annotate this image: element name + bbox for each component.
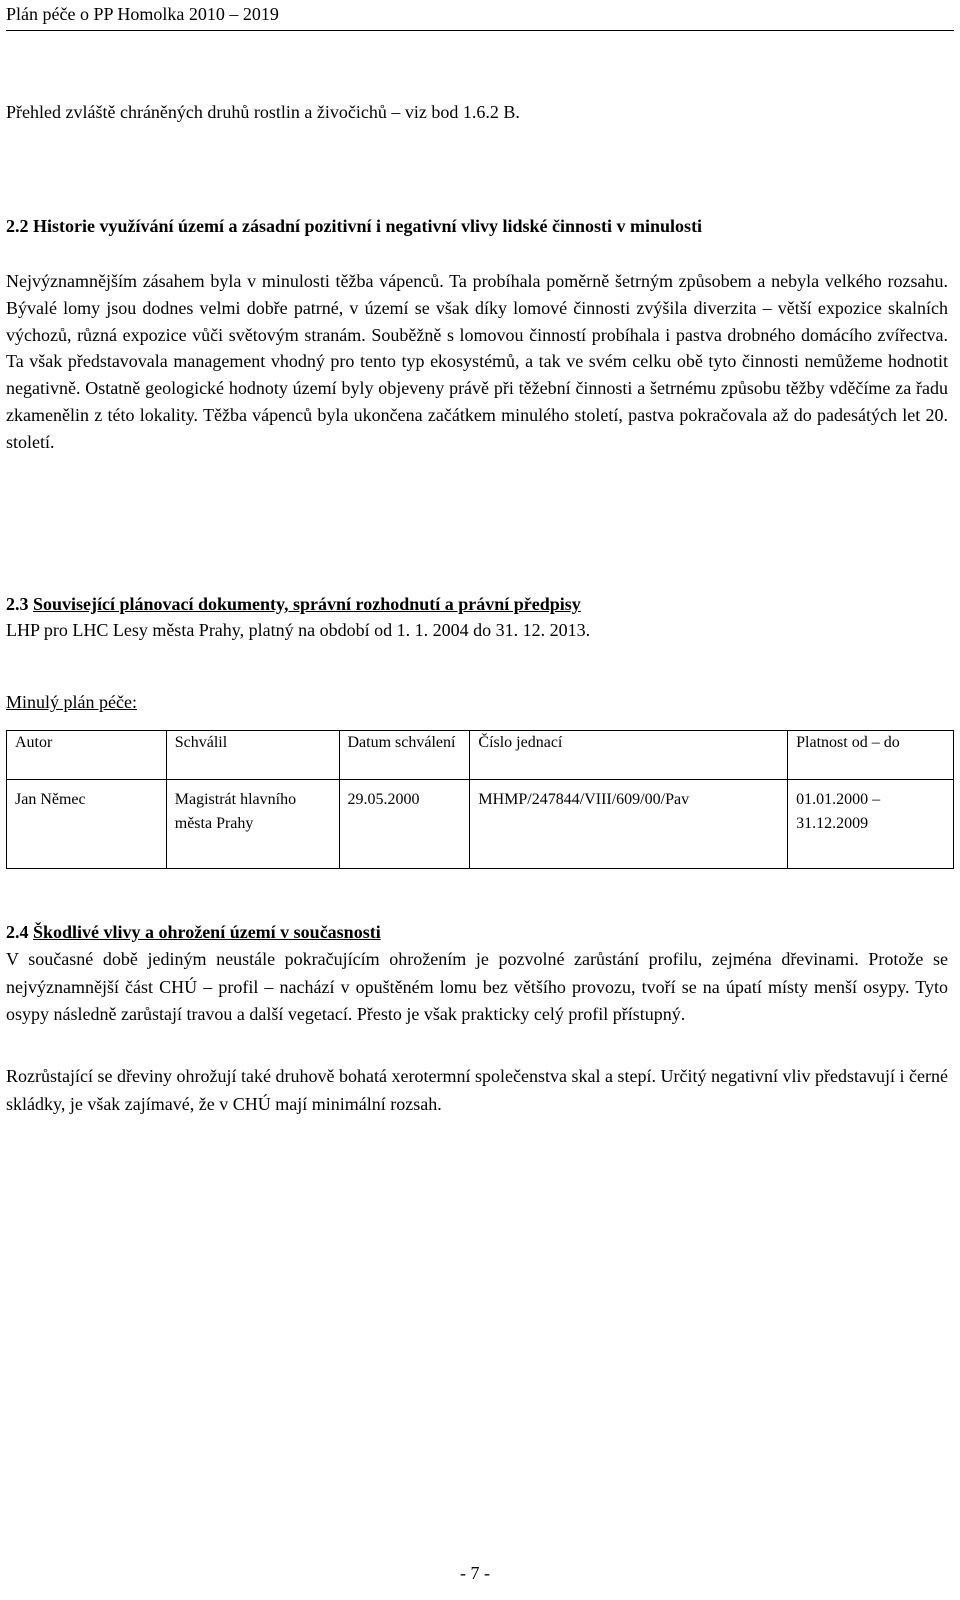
- section-2-4-paragraph-1: V současné době jediným neustále pokračujícím ohrožením je pozvolné zarůstání profilu, zejména dřevinami. Protože se nejvýznamnější část CHÚ – profil – nachází v opuštěném lomu bez většího provozu, tvoří se na úpatí místy menší osypy. Tyto osypy následně zarůstají travou a další vegetací. Přesto je však prakticky celý profil přístupný.: [6, 949, 948, 1024]
- table-row: [7, 780, 954, 869]
- document-page: [6, 0, 954, 1600]
- table-cell-approved-by: Magistrát hlavního města Prahy: [166, 780, 339, 869]
- section-2-3-title: Související plánovací dokumenty, správní rozhodnutí a právní předpisy: [33, 594, 581, 614]
- table-header-cell: Schválil: [166, 731, 339, 780]
- section-2-4-number: 2.4: [6, 922, 29, 942]
- table-header-cell: Číslo jednací: [470, 731, 788, 780]
- table-cell-reference-number: MHMP/247844/VIII/609/00/Pav: [470, 780, 788, 869]
- header-rule: [6, 30, 954, 31]
- table-cell-author: Jan Němec: [7, 780, 167, 869]
- overview-line: Přehled zvláště chráněných druhů rostlin a živočichů – viz bod 1.6.2 B.: [6, 102, 520, 122]
- running-header: Plán péče o PP Homolka 2010 – 2019: [6, 4, 279, 24]
- previous-plan-label: Minulý plán péče:: [6, 692, 137, 712]
- section-2-4-heading: [6, 920, 948, 945]
- page-number: - 7 -: [460, 1563, 490, 1583]
- table-cell-approval-date: 29.05.2000: [339, 780, 470, 869]
- table-header-cell: Autor: [7, 731, 167, 780]
- lhp-line: LHP pro LHC Lesy města Prahy, platný na období od 1. 1. 2004 do 31. 12. 2013.: [6, 620, 591, 640]
- section-2-2-heading: 2.2 Historie využívání území a zásadní pozitivní i negativní vlivy lidské činnosti v minulosti: [6, 216, 703, 236]
- section-2-3-number: 2.3: [6, 594, 29, 614]
- previous-plan-table: [6, 730, 954, 869]
- table-header-cell: Datum schválení: [339, 731, 470, 780]
- section-2-2-body: Nejvýznamnějším zásahem byla v minulosti těžba vápenců. Ta probíhala poměrně šetrným způsobem a nebyla velkého rozsahu. Bývalé lomy jsou dodnes velmi dobře patrné, v území se však díky lomové činnosti zvýšila diverzita – větší expozice skalních výchozů, různá expozice vůči světovým stranám. Souběžně s lomovou činností probíhala i pastva drobného domácího zvířectva. Ta však představovala management vhodný pro tento typ ekosystémů, a tak ve svém celku obě tyto činnosti nemůžeme hodnotit negativně. Ostatně geologické hodnoty území byly objeveny právě při těžební činnosti a šetrnému způsobu těžby vděčíme za řadu zkamenělin z této lokality. Těžba vápenců byla ukončena začátkem minulého století, pastva pokračovala až do padesátých let 20. století.: [6, 271, 948, 452]
- table-header-row: [7, 731, 954, 780]
- table-header-cell: Platnost od – do: [788, 731, 954, 780]
- section-2-4-paragraph-2: Rozrůstající se dřeviny ohrožují také druhově bohatá xerotermní společenstva skal a stepí. Určitý negativní vliv představují i černé skládky, je však zajímavé, že v CHÚ mají minimální rozsah.: [6, 1066, 948, 1114]
- section-2-3-heading: [6, 592, 948, 617]
- section-2-4-title: Škodlivé vlivy a ohrožení území v současnosti: [33, 922, 381, 942]
- table-cell-validity: 01.01.2000 – 31.12.2009: [788, 780, 954, 869]
